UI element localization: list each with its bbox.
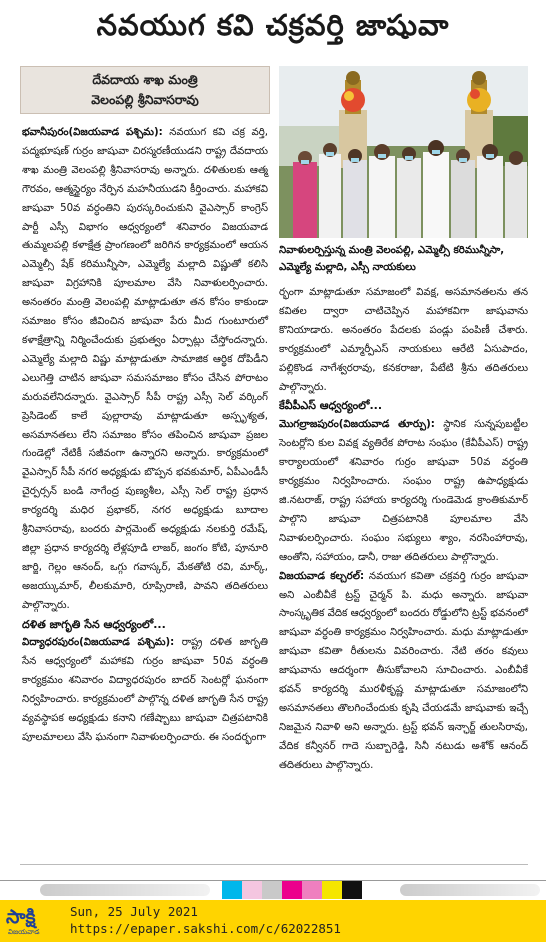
page-headline: నవయుగ కవి చక్రవర్తి జాషువా xyxy=(96,8,450,42)
dateline: విద్యాధరపురం(విజయవాడ పశ్చిమ): xyxy=(22,637,175,649)
article-paragraph: విద్యాధరపురం(విజయవాడ పశ్చిమ): రాష్ట్ర దళిత జాగృతి సేన ఆధ్వర్యంలో మహాకవి గుర్రం జాషువా 50వ వర్ధంతి కార్యక్రమం శనివారం విద్యాధరపురం బాదర్ సెంటర్లో ఘనంగా నిర్వహించారు. కార్యక్రమంలో పాల్గొన్న దళిత జాగృతి సేన రాష్ట్ర వ్యవస్థాపక అధ్యక్షుడు కనాని గణేష్బాబు జాషువా చిత్రపటానికి పూలమాలలు వేసి ఘనంగా నివాళులర్పించారు. ఈ సందర్భంగా xyxy=(22,637,268,743)
news-photo xyxy=(279,66,528,238)
article-paragraph: విజయవాడ కల్చరల్: నవయుగ కవితా చక్రవర్తి గుర్రం జాషువా అని ఎంబీవీకే ట్రస్ట్ చైర్మన్ పి. మధు అన్నారు. జాషువా సాంస్కృతిక వేదిక ఆధ్వర్యంలో బందరు రోడ్డులోని ట్రస్ట్ భవనంలో జాషువా వర్ధంతి కార్యక్రమం నిర్వహించారు. మధు మాట్లాడుతూ జాషువా కవితా రీతులను వివరించారు. నేటి తరం కవులు జాషువాను ఆదర్శంగా తీసుకోవాలని సూచించారు. ఎంబీవీకే భవన్ కార్యదర్శి మురళీకృష్ణ మాట్లాడుతూ సమాజంలోని అసమానతలు తొలగించేందుకు కృషి చేయడమే జాషువాకు ఇచ్చే నిజమైన నివాళి అని అన్నారు. ట్రస్ట్ భవన్ ఇన్ఛార్జ్ తులసిరావు, వేదిక కన్వీనర్ గాదె సుబ్బారెడ్డి, సినీ నటుడు అశోక్ ఆనంద్ తదితరులు పాల్గొన్నారు. xyxy=(279,570,528,771)
color-swatch xyxy=(242,881,262,899)
left-article-column xyxy=(22,124,268,748)
right-article-column xyxy=(279,284,528,776)
article-paragraph: ర్భంగా మాట్లాడుతూ సమాజంలో వివక్ష, అసమానతలను తన కవితల ద్వారా చాటిచెప్పిన మహాకవిగా జాషువాను కొనియాడారు. అనంతరం పేదలకు పండ్లు పంపిణీ చేశారు. కార్యక్రమంలో ఎమ్మార్పీఎస్ నాయకులు ఆరేటి ఏసుపాదం, పల్లికొండ నాగేశ్వరరావు, కనకరాజు, పేటేటి శ్రీను తదితరులు పాల్గొన్నారు. xyxy=(279,287,528,393)
print-gradient-bar-right xyxy=(400,884,540,896)
dateline: విజయవాడ కల్చరల్: xyxy=(279,570,365,582)
minister-title: దేవదాయ శాఖ మంత్రి xyxy=(92,72,198,87)
color-swatch xyxy=(262,881,282,899)
color-swatch xyxy=(302,881,322,899)
color-swatch xyxy=(322,881,342,899)
dateline: మొగల్రాజపురం(విజయవాడ తూర్పు): xyxy=(279,419,435,431)
color-swatch xyxy=(342,881,362,899)
logo-text: సాక్షి xyxy=(6,906,36,928)
sakshi-logo xyxy=(6,906,62,938)
statue-tribute-photo xyxy=(279,66,528,238)
dateline: భవానీపురం(విజయవాడ పశ్చిమ): xyxy=(22,127,163,138)
article-paragraph: భవానీపురం(విజయవాడ పశ్చిమ): నవయుగ కవి చక్ర వర్తి, పద్మభూషణ్ గుర్రం జాషువా చిరస్మరణీయుడని రాష్ట్ర దేవదాయ శాఖ మంత్రి వెలంపల్లి శ్రీనివాసరావు అన్నారు. దళితులకు ఆత్మ గౌరవం, ఆత్మస్థైర్యం నేర్పిన మహనీయుడని కీర్తించారు. మహాకవి జాషువా 50వ వర్ధంతిని పురస్కరించుకుని వైఎస్సార్ కాంగ్రెస్ పార్టీ ఎస్సీ విభాగం ఆధ్వర్యంలో శనివారం విజయవాడ తుమ్మలపల్లి కళాక్షేత్ర ప్రాంగణంలో జరిగిన కార్యక్రమంలో ఆయన ఎమ్మెల్సీ షేక్ కరిమున్నీసా, ఎమ్మెల్యే మల్లాది విష్ణుతో కలిసి జాషువా విగ్రహానికి పూలమాల వేసి నివాళులర్పించారు. అనంతరం మంత్రి వెలంపల్లి మాట్లాడుతూ తన కోసం కాకుండా సమాజం కోసం జీవించిన జాషువా పేరు మీద గుంటూరులో కళాక్షేత్రాన్ని నిర్మించేందుకు ప్రభుత్వం ఏర్పాట్లు చేస్తోందన్నారు. ఎమ్మెల్యే మల్లాది విష్ణు మాట్లాడుతూ సామాజిక ఆర్థిక దోపిడీని ఎలుగెత్తి చాటిన జాషువా సమసమాజం కోసం చేసిన పోరాటం మరువలేనిదన్నారు. వైఎస్సార్ సీపీ రాష్ట్ర ఎస్సీ సెల్ వర్కింగ్ ప్రెసిడెంట్ కాలే పుల్లారావు మాట్లాడుతూ అస్పృశ్యత, అసమానతలు లేని సమాజం కోసం తపించిన జాషువా ప్రజల గుండెల్లో నేటికీ సజీవంగా ఉన్నారని అన్నారు. కార్యక్రమంలో వైఎస్సార్ సీపీ నగర అధ్యక్షుడు బొప్పన భవకుమార్, ఏపీఎండీసీ చైర్పర్సన్ బండి నాగేంద్ర పుణ్యశీల, ఎస్సీ సెల్ రాష్ట్ర ప్రధాన కార్యదర్శి మధిర ప్రభాకర్, నగర అధ్యక్షుడు బూదాల శ్రీనివాసరావు, బందరు పార్లమెంట్ అధ్యక్షుడు నలకుర్తి రమేష్, జిల్లా ప్రధాన కార్యదర్శి లేళ్లపూడి లాజర్, జంగం కోటి, పూనూరి జార్జి, గెల్లం ఆనంద్, ఒగ్గు గవాస్కర్, మేకతోటి రవి, మార్క్, అజయ్కుమార్, లీలకుమారి, రూప్సిరాణి, పావని తదితరులు పాల్గొన్నారు. xyxy=(22,127,268,611)
color-swatch xyxy=(222,881,242,899)
epaper-url[interactable]: https://epaper.sakshi.com/c/62022851 xyxy=(70,921,341,936)
minister-name: వెలంపల్లి శ్రీనివాసరావు xyxy=(91,92,199,107)
minister-name-box xyxy=(20,66,270,114)
photo-caption: నివాళులర్పిస్తున్న మంత్రి వెలంపల్లి, ఎమ్మెల్సీ కరిమున్నీసా, ఎమ్మెల్యే మల్లాది, ఎస్సీ నాయకులు xyxy=(279,245,505,273)
print-gradient-bar-left xyxy=(40,884,210,896)
print-color-swatches xyxy=(222,881,362,899)
logo-edition: విజయవాడ xyxy=(8,928,40,936)
color-swatch xyxy=(282,881,302,899)
section-subheading: కేవీపీఎస్ ఆధ్వర్యంలో... xyxy=(279,399,383,413)
section-subheading: దళిత జాగృతి సేన ఆధ్వర్యంలో... xyxy=(22,617,166,631)
bottom-rule xyxy=(20,864,528,865)
edition-date: Sun, 25 July 2021 xyxy=(70,904,198,919)
epaper-footer xyxy=(0,900,546,942)
article-paragraph: మొగల్రాజపురం(విజయవాడ తూర్పు): స్థానిక సున్నపుబట్టీల సెంటర్లోని కుల వివక్ష వ్యతిరేక పోరాట సంఘం (కేవీపీఎస్) రాష్ట్ర కార్యాలయంలో శనివారం గుర్రం జాషువా 50వ వర్ధంతి కార్యక్రమం నిర్వహించారు. సంఘం రాష్ట్ర ఉపాధ్యక్షుడు జి.నటరాజ్, రాష్ట్ర సహాయ కార్యదర్శి గుండెమెడ క్రాంతికుమార్ పాల్గొని జాషువా చిత్రపటానికి పూలమాల వేసి నివాళులర్పించారు. సంఘం సభ్యులు శ్యాం, నరసింహారావు, ఆంతోని, సహాయం, డానీ, రాజు తదితరులు పాల్గొన్నారు. xyxy=(279,419,528,563)
